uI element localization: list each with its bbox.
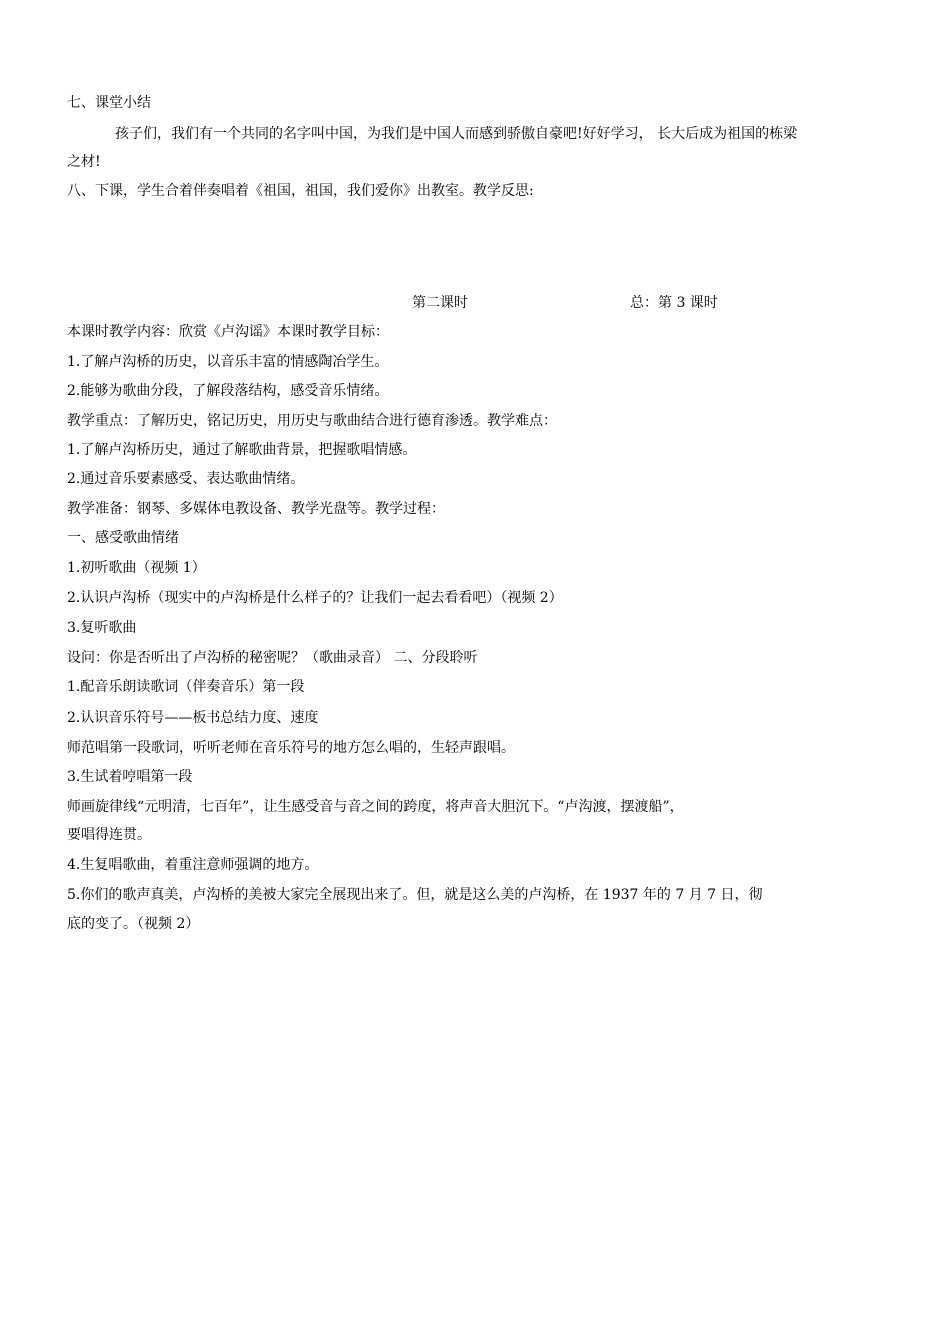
body-line: 师画旋律线“元明清，七百年”，让生感受音与音之间的跨度，将声音大胆沉下。“卢沟渡，摆渡船”， (67, 799, 684, 815)
body-line: 教学重点：了解历史，铭记历史，用历史与歌曲结合进行德育渗透。教学难点： (67, 413, 557, 429)
body-line: 底的变了。（视频 2） (67, 916, 200, 932)
body-line: 5.你们的歌声真美，卢沟桥的美被大家完全展现出来了。但，就是这么美的卢沟桥，在 1937 年的 7 月 7 日，彻 (67, 887, 763, 903)
body-line: 2.通过音乐要素感受、表达歌曲情绪。 (67, 471, 305, 487)
body-line: 2.能够为歌曲分段，了解段落结构，感受音乐情绪。 (67, 383, 389, 399)
section-dismissal-line: 八、下课，学生合着伴奏唱着《祖国，祖国，我们爱你》出教室。教学反思: (67, 183, 534, 199)
lesson-title: 第二课时 (412, 295, 468, 311)
body-line: 本课时教学内容：欣赏《卢沟谣》本课时教学目标： (67, 324, 389, 340)
body-line: 教学准备：钢琴、多媒体电教设备、教学光盘等。教学过程： (67, 501, 445, 517)
summary-paragraph-line: 之材! (67, 154, 101, 170)
body-line: 2.认识卢沟桥（现实中的卢沟桥是什么样子的？让我们一起去看看吧）（视频 2） (67, 590, 563, 606)
body-line: 4.生复唱歌曲，着重注意师强调的地方。 (67, 857, 319, 873)
section-heading-summary: 七、课堂小结 (67, 95, 151, 111)
body-line: 1.初听歌曲（视频 1） (67, 560, 206, 576)
body-line: 设问：你是否听出了卢沟桥的秘密呢？（歌曲录音） 二、分段聆听 (67, 650, 478, 666)
body-line: 3.复听歌曲 (67, 620, 137, 636)
body-line: 要唱得连贯。 (67, 827, 151, 843)
body-line: 1.了解卢沟桥的历史，以音乐丰富的情感陶冶学生。 (67, 354, 389, 370)
body-line: 师范唱第一段歌词，听听老师在音乐符号的地方怎么唱的，生轻声跟唱。 (67, 740, 515, 756)
body-line: 1.配音乐朗读歌词（伴奏音乐）第一段 (67, 679, 305, 695)
body-line: 2.认识音乐符号——板书总结力度、速度 (67, 710, 319, 726)
body-line: 3.生试着哼唱第一段 (67, 769, 193, 785)
lesson-total-count: 总：第 3 课时 (630, 295, 718, 311)
body-line: 一、感受歌曲情绪 (67, 530, 179, 546)
body-line: 1.了解卢沟桥历史，通过了解歌曲背景，把握歌唱情感。 (67, 442, 417, 458)
summary-paragraph-line: 孩子们，我们有一个共同的名字叫中国，为我们是中国人而感到骄傲自豪吧!好好学习， 长大后成为祖国的栋梁 (115, 126, 798, 142)
